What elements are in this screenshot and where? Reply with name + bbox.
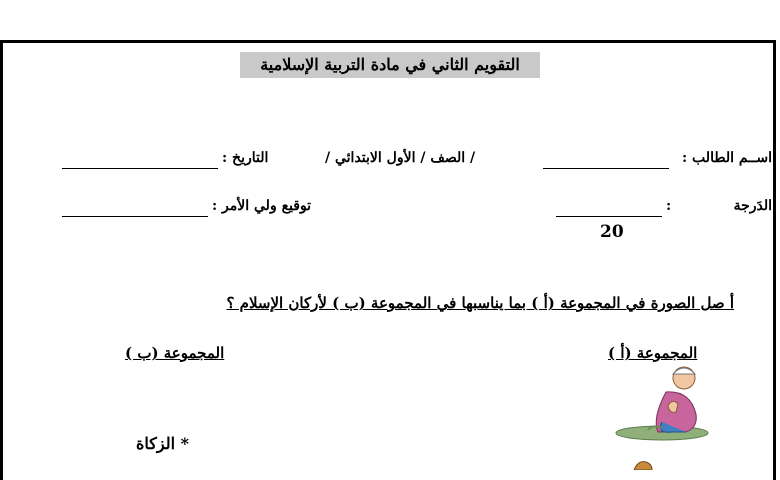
grade-colon: : — [666, 198, 672, 214]
date-blank[interactable] — [62, 168, 218, 169]
guardian-signature-label: توقيع ولي الأمر : — [212, 198, 312, 214]
class-label: / الصف / الأول الابتدائي / — [325, 150, 476, 166]
grade-total: 20 — [600, 222, 624, 242]
grade-blank[interactable] — [556, 216, 662, 217]
grade-label: الدَرجة — [733, 198, 772, 214]
worksheet-title: التقويم الثاني في مادة التربية الإسلامية — [240, 52, 540, 78]
group-b-header: المجموعة (ب ) — [125, 344, 225, 362]
praying-child-image[interactable] — [612, 362, 716, 442]
partial-image — [628, 460, 658, 470]
question-text: أ صل الصورة في المجموعة (أ ) بما يناسبها في المجموعة (ب ) لأركان الإسلام ؟ — [226, 294, 734, 312]
student-name-blank[interactable] — [543, 168, 669, 169]
date-label: التاريخ : — [222, 150, 269, 166]
group-b-item-zakat[interactable]: * الزكاة — [136, 434, 189, 453]
guardian-signature-blank[interactable] — [62, 216, 208, 217]
student-name-label: اســم الطالب : — [682, 150, 772, 166]
group-a-header: المجموعة (أ ) — [608, 344, 698, 362]
